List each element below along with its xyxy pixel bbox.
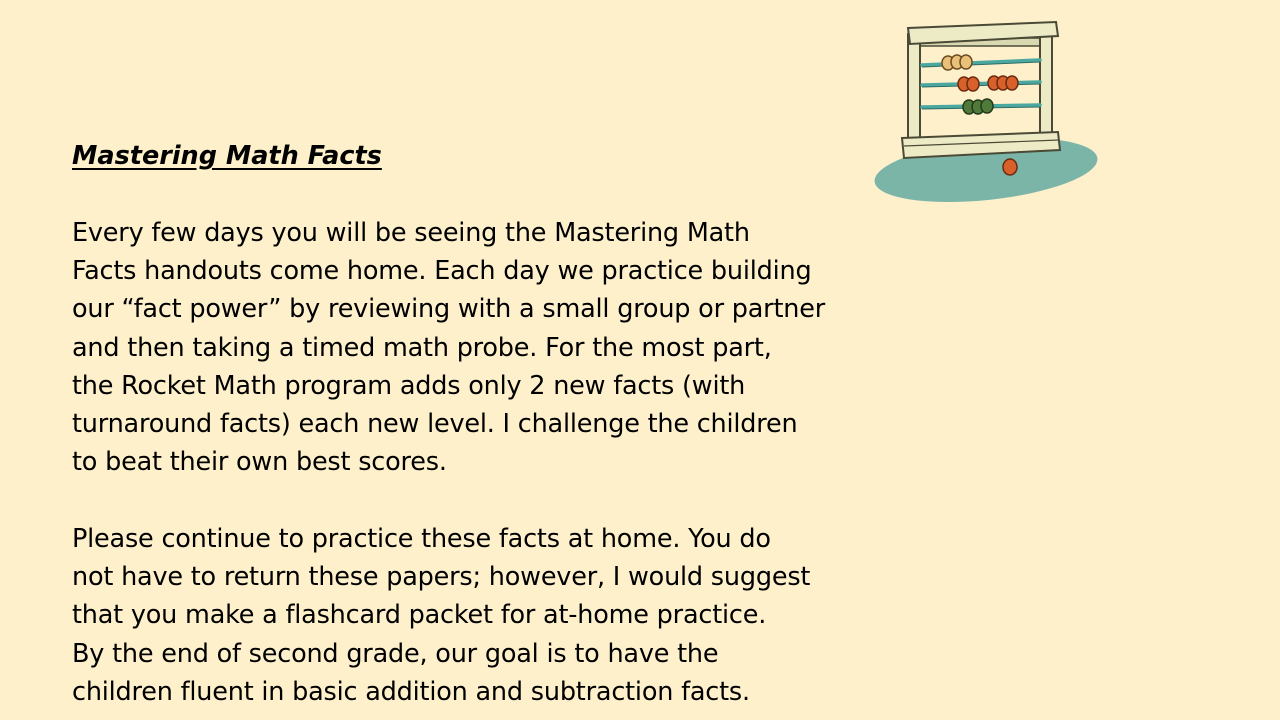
paragraph-line: turnaround facts) each new level. I challenge the children xyxy=(72,409,798,440)
paragraph-line: and then taking a timed math probe. For the most part, xyxy=(72,332,772,363)
paragraph-line: the Rocket Math program adds only 2 new facts (with xyxy=(72,370,746,401)
paragraph-line: Every few days you will be seeing the Mastering Math xyxy=(72,218,750,248)
paragraph-request xyxy=(72,520,810,711)
paragraph-line: that you make a flashcard packet for at-home practice. xyxy=(72,600,767,631)
page-title: Mastering Math Facts xyxy=(72,141,382,171)
paragraph-line: children fluent in basic addition and subtraction facts. xyxy=(72,676,750,707)
paragraph-line: to beat their own best scores. xyxy=(72,447,447,478)
paragraph-line: Facts handouts come home. Each day we practice building xyxy=(72,256,812,287)
paragraph-intro xyxy=(72,214,825,481)
paragraph-line: not have to return these papers; however, I would suggest xyxy=(72,562,811,593)
paragraph-line: our “fact power” by reviewing with a small group or partner xyxy=(72,294,825,325)
fallen-bead xyxy=(1003,159,1017,175)
paragraph-line: Please continue to practice these facts at home. You do xyxy=(72,524,771,554)
paragraph-line: By the end of second grade, our goal is to have the xyxy=(72,638,719,669)
abacus-icon xyxy=(868,14,1108,210)
